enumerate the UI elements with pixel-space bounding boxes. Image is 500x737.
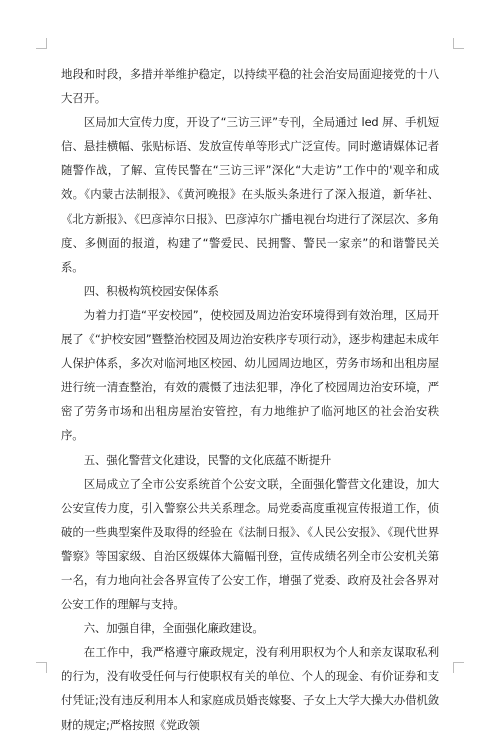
paragraph-continuation: 地段和时段，多措并举维护稳定，以持续平稳的社会治安局面迎接党的十八大召开。 <box>61 67 439 106</box>
crop-mark-bottom-right <box>453 662 464 673</box>
section-heading-police-culture: 五、强化警营文化建设，民警的文化底蕴不断提升 <box>83 452 332 467</box>
crop-mark-bottom-left <box>36 662 47 673</box>
crop-mark-top-left <box>36 38 47 49</box>
section-heading-campus-security: 四、积极构筑校园安保体系 <box>83 283 219 298</box>
paragraph-police-culture: 区局成立了全市公安系统首个公安文联，全面强化警营文化建设，加大公安宣传力度，引入警察公共关系理念。局党委高度重视宣传报道工作，侦破的一些典型案件及取得的经验在《法制日报》、《人民公安报》、《现代世界警察》等国家级、自治区级媒体大篇幅刊登，宣传成绩名列全市公安机关第一名，有力地向社会各界宣传了公安工作，增强了党委、政府及社会各界对公安工作的理解与支持。 <box>61 476 439 612</box>
paragraph-publicity: 区局加大宣传力度，开设了“三访三评”专刊，全局通过 led 屏、手机短信、悬挂横幅、张贴标语、发放宣传单等形式广泛宣传。同时邀请媒体记者随警作战，了解、宣传民警在“三访三评”深化“大走访”工作中的'观辛和成效。《内蒙古法制报》、《黄河晚报》在头版头条进行了深入报道，新华社、《北方新报》、《巴彦淖尔日报》、巴彦淖尔广播电视台均进行了深层次、多角度、多侧面的报道，构建了“警爱民、民拥警、警民一家亲”的和谐警民关系。 <box>61 115 439 274</box>
section-heading-integrity: 六、加强自律，全面强化廉政建设。 <box>83 621 264 636</box>
crop-mark-top-right <box>453 38 464 49</box>
document-body <box>61 62 439 737</box>
paragraph-integrity: 在工作中，我严格遵守廉政规定，没有利用职权为个人和亲友谋取私利的行为，没有收受任何与行使职权有关的单位、个人的现金、有价证券和支付凭证;没有违反利用本人和家庭成员婚丧嫁娶、子女上大学大操大办借机敛财的规定;严格按照《党政领 <box>61 645 439 732</box>
paragraph-campus-security: 为着力打造“平安校园”，使校园及周边治安环境得到有效治理，区局开展了《“护校安园”暨整治校园及周边治安秩序专项行动》，逐步构建起未成年人保护体系，多次对临河地区校园、幼儿园周边地区，劳务市场和出租房屋进行统一清查整治，有效的震慑了违法犯罪，净化了校园周边治安环境，严密了劳务市场和出租房屋治安管控，有力地维护了临河地区的社会治安秩序。 <box>61 307 439 443</box>
